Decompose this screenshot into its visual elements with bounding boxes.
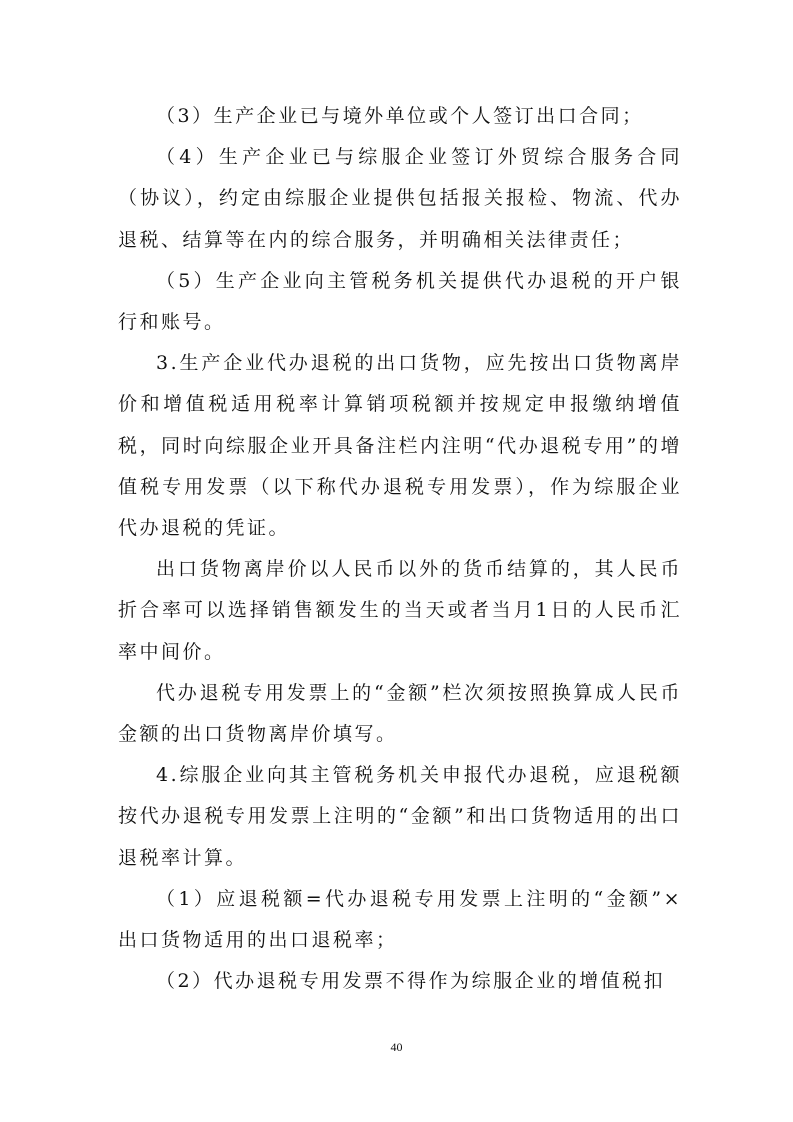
- page-number: 40: [390, 1040, 403, 1054]
- paragraph-7: 4.综服企业向其主管税务机关申报代办退税，应退税额按代办退税专用发票上注明的“金额”和出口货物适用的出口退税率计算。: [118, 764, 682, 869]
- paragraph-9: （2）代办退税专用发票不得作为综服企业的增值税扣: [156, 970, 666, 993]
- paragraph-6: 代办退税专用发票上的“金额”栏次须按照换算成人民币金额的出口货物离岸价填写。: [118, 681, 682, 746]
- paragraph-2: （4）生产企业已与综服企业签订外贸综合服务合同（协议），约定由综服企业提供包括报关报检、物流、代办退税、结算等在内的综合服务，并明确相关法律责任；: [118, 146, 682, 251]
- paragraph-4: 3.生产企业代办退税的出口货物，应先按出口货物离岸价和增值税适用税率计算销项税额并按规定申报缴纳增值税，同时向综服企业开具备注栏内注明“代办退税专用”的增值税专用发票（以下称代办退税专用发票），作为综服企业代办退税的凭证。: [118, 352, 682, 540]
- body-text: [118, 96, 682, 1002]
- paragraph-3: （5）生产企业向主管税务机关提供代办退税的开户银行和账号。: [118, 269, 682, 334]
- paragraph-5: 出口货物离岸价以人民币以外的货币结算的，其人民币折合率可以选择销售额发生的当天或者当月1日的人民币汇率中间价。: [118, 558, 682, 663]
- paragraph-1: （3）生产企业已与境外单位或个人签订出口合同；: [156, 105, 644, 127]
- paragraph-8: （1）应退税额=代办退税专用发票上注明的“金额”×出口货物适用的出口退税率；: [118, 887, 682, 952]
